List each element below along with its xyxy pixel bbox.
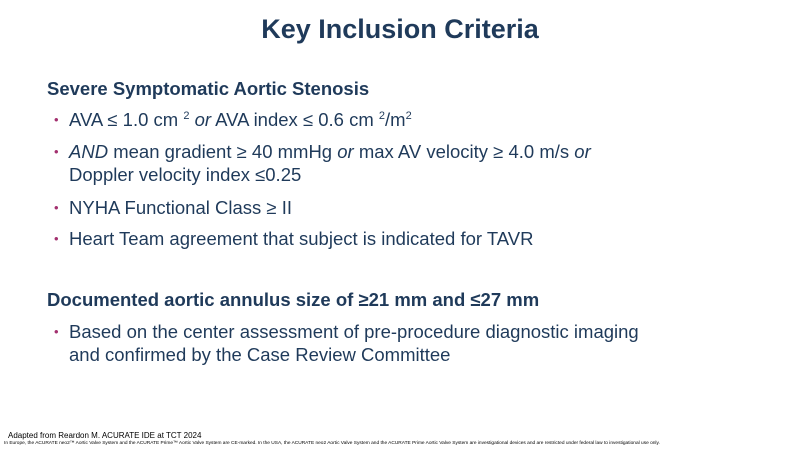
text-and: AND — [69, 141, 109, 162]
bullet-center-assessment — [54, 320, 734, 366]
text-doppler-index: Doppler velocity index ≤0.25 — [69, 164, 302, 185]
section-heading-severe-aortic-stenosis: Severe Symptomatic Aortic Stenosis — [47, 78, 370, 99]
bullet-text: Heart Team agreement that subject is indicated for TAVR — [69, 228, 534, 249]
text-max-velocity: max AV velocity ≥ 4.0 m/s — [353, 141, 575, 162]
superscript: 2 — [183, 110, 190, 122]
footnote-source: Adapted from Reardon M. ACURATE IDE at TCT 2024 — [8, 431, 202, 440]
bullet-marker: • — [54, 231, 59, 246]
bullet-nyha-class — [54, 196, 292, 219]
bullet-marker: • — [54, 324, 59, 339]
text-ava-index: AVA index ≤ 0.6 cm — [211, 109, 379, 130]
bullet-text: NYHA Functional Class ≥ II — [69, 197, 292, 218]
footnote-legal-disclaimer: In Europe, the ACURATE neo2™ Aortic Valve System and the ACURATE Prime™ Aortic Valve System are CE-marked. In the USA, the ACURATE neo2 Aortic Valve System and the ACURATE Prime Aortic Valve System are investigational devices and are restricted under federal law to investigational use only. — [4, 441, 660, 446]
bullet-gradient-criteria — [54, 140, 694, 186]
text-ava: AVA ≤ 1.0 cm — [69, 109, 184, 130]
bullet-ava-criteria — [54, 108, 412, 131]
text-or: or — [337, 141, 354, 162]
text-mean-gradient: mean gradient ≥ 40 mmHg — [108, 141, 338, 162]
bullet-marker: • — [54, 144, 59, 159]
superscript: 2 — [378, 110, 386, 122]
section-heading-annulus-size: Documented aortic annulus size of ≥21 mm and ≤27 mm — [47, 289, 540, 310]
text-or: or — [574, 141, 591, 162]
text-line: Based on the center assessment of pre-procedure diagnostic imaging — [69, 321, 639, 342]
text-line: and confirmed by the Case Review Committee — [69, 344, 451, 365]
text-unit: /m — [385, 109, 406, 130]
page-title: Key Inclusion Criteria — [261, 14, 539, 44]
superscript: 2 — [405, 110, 412, 122]
bullet-marker: • — [54, 112, 59, 127]
bullet-text — [69, 108, 412, 131]
bullet-heart-team — [54, 227, 533, 250]
bullet-marker: • — [54, 200, 59, 215]
text-or: or — [189, 109, 212, 130]
bullet-text — [69, 320, 734, 366]
bullet-text — [69, 140, 694, 186]
